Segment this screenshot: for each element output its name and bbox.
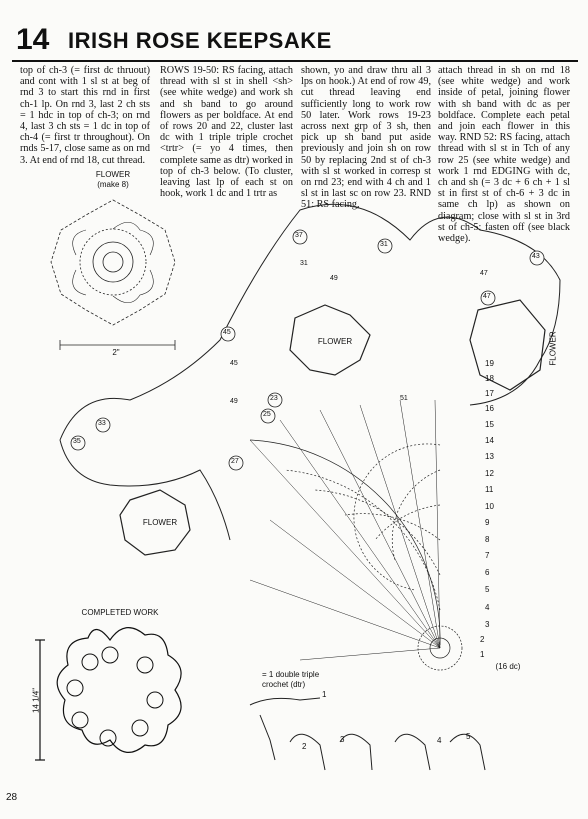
row-number: 6: [485, 568, 490, 577]
completed-work-outline: [35, 628, 181, 760]
flower-label-right: FLOWER: [548, 331, 558, 366]
text-column-4: attach thread in sh on rnd 18 (see white wedge) and work inside of petal, joining flower with sh band with dc as per boldface. Complete each petal and join each flower in this way. RND 52: RS facing, attach thread with sl st in Tch of any row 25 (see white wedge) and work 1 rnd EDGING with dc, ch and sh (= 3 dc + 6 ch + 1 sl st in first st of ch-6 + 3 dc in same ch lp) as shown on diagram; close with sl st in 3rd st of ch-5: fasten off (see black wedge).: [438, 65, 570, 245]
text-column-1: top of ch-3 (= first dc thruout) and cont with 1 sl st at beg of rnd 3 to start this rnd in first ch-1 lp. On rnd 3, last 2 ch sts = 1 hdc in top of ch-3; on rnd 4, last 3 ch sts = 1 dc in top of ch-4 (= first tr throughout). On rnds 5-17, close same as on rnd 3. At end of rnd 18, cut thread.: [20, 65, 150, 166]
diagram-number: 27: [231, 458, 239, 465]
step-number: 4: [437, 736, 442, 745]
size-2in-label: 2": [112, 348, 120, 357]
small-flower-title: FLOWER: [95, 170, 131, 179]
row-number: 13: [485, 452, 494, 461]
diagram-number: 47: [483, 293, 491, 300]
center-note: (16 dc): [495, 662, 521, 671]
diagram-number: 51: [400, 395, 408, 402]
height-label: 14 1/4": [31, 687, 41, 714]
diagram-number: 45: [223, 329, 231, 336]
diagram-number: 31: [300, 260, 308, 267]
row-number: 5: [485, 585, 490, 594]
diagram-number: 49: [330, 275, 338, 282]
flower-label-center: FLOWER: [317, 337, 353, 346]
row-number: 17: [485, 389, 494, 398]
diagram-number: 23: [270, 395, 278, 402]
diagram-number: 49: [230, 398, 238, 405]
completed-work-title: COMPLETED WORK: [81, 608, 159, 617]
row-number: 7: [485, 551, 490, 560]
row-number: 4: [485, 603, 490, 612]
page-number: 28: [6, 792, 18, 803]
diagram-number: 33: [98, 420, 106, 427]
row-number: 8: [485, 535, 490, 544]
step-number: 1: [322, 690, 327, 699]
diagram-number: 43: [532, 253, 540, 260]
diagram-number: 37: [295, 232, 303, 239]
stitch-legend: = 1 double triple crochet (dtr): [262, 670, 320, 689]
row-number: 11: [485, 485, 494, 494]
diagram-number: 31: [380, 241, 388, 248]
row-number: 18: [485, 374, 494, 383]
chapter-title: IRISH ROSE KEEPSAKE: [68, 28, 332, 53]
row-number: 3: [485, 620, 490, 629]
row-number: 14: [485, 436, 494, 445]
flower-label-left: FLOWER: [142, 518, 178, 527]
row-number: 19: [485, 359, 494, 368]
text-column-2: ROWS 19-50: RS facing, attach thread with sl st in shell <sh> (see white wedge) and work sh and sh band to go around flowers as per boldface. At end of rows 20 and 22, cluster last dc with 1 triple triple crochet <trtr> (= yo 4 times, then complete same as dtr) worked in top of ch-3 below. (To cluster, leaving last lp of each st on hook, work 1 dc and 1 trtr as: [160, 65, 293, 200]
diagram-number: 25: [263, 411, 271, 418]
row-number: 1: [480, 650, 485, 659]
small-flower-note: (make 8): [97, 180, 129, 189]
diagram-number: 45: [230, 360, 238, 367]
text-column-3: shown, yo and draw thru all 3 lps on hook.) At end of row 49, cut thread leaving end sufficiently long to work row 50 later. Work rows 19-23 across next grp of 3 sh, then pick up sh band put aside previously and join sh on row 50 by replacing 2nd st of ch-3 with sl st worked in corresp st on rnd 23; end with 4 ch and 1 sl st in last sc on row 23. RND 51: RS facing,: [301, 65, 431, 211]
step-number: 3: [340, 735, 345, 744]
row-number: 9: [485, 518, 490, 527]
small-flower-chart: [51, 200, 175, 350]
row-number: 12: [485, 469, 494, 478]
chapter-number: 14: [16, 23, 50, 56]
stitch-steps: [250, 698, 485, 770]
row-number: 10: [485, 502, 494, 511]
row-number: 2: [480, 635, 485, 644]
diagram-number: 47: [480, 270, 488, 277]
step-number: 2: [302, 742, 307, 751]
diagram-number: 35: [73, 438, 81, 445]
row-number: 15: [485, 420, 494, 429]
row-number: 16: [485, 404, 494, 413]
step-number: 5: [466, 732, 471, 741]
